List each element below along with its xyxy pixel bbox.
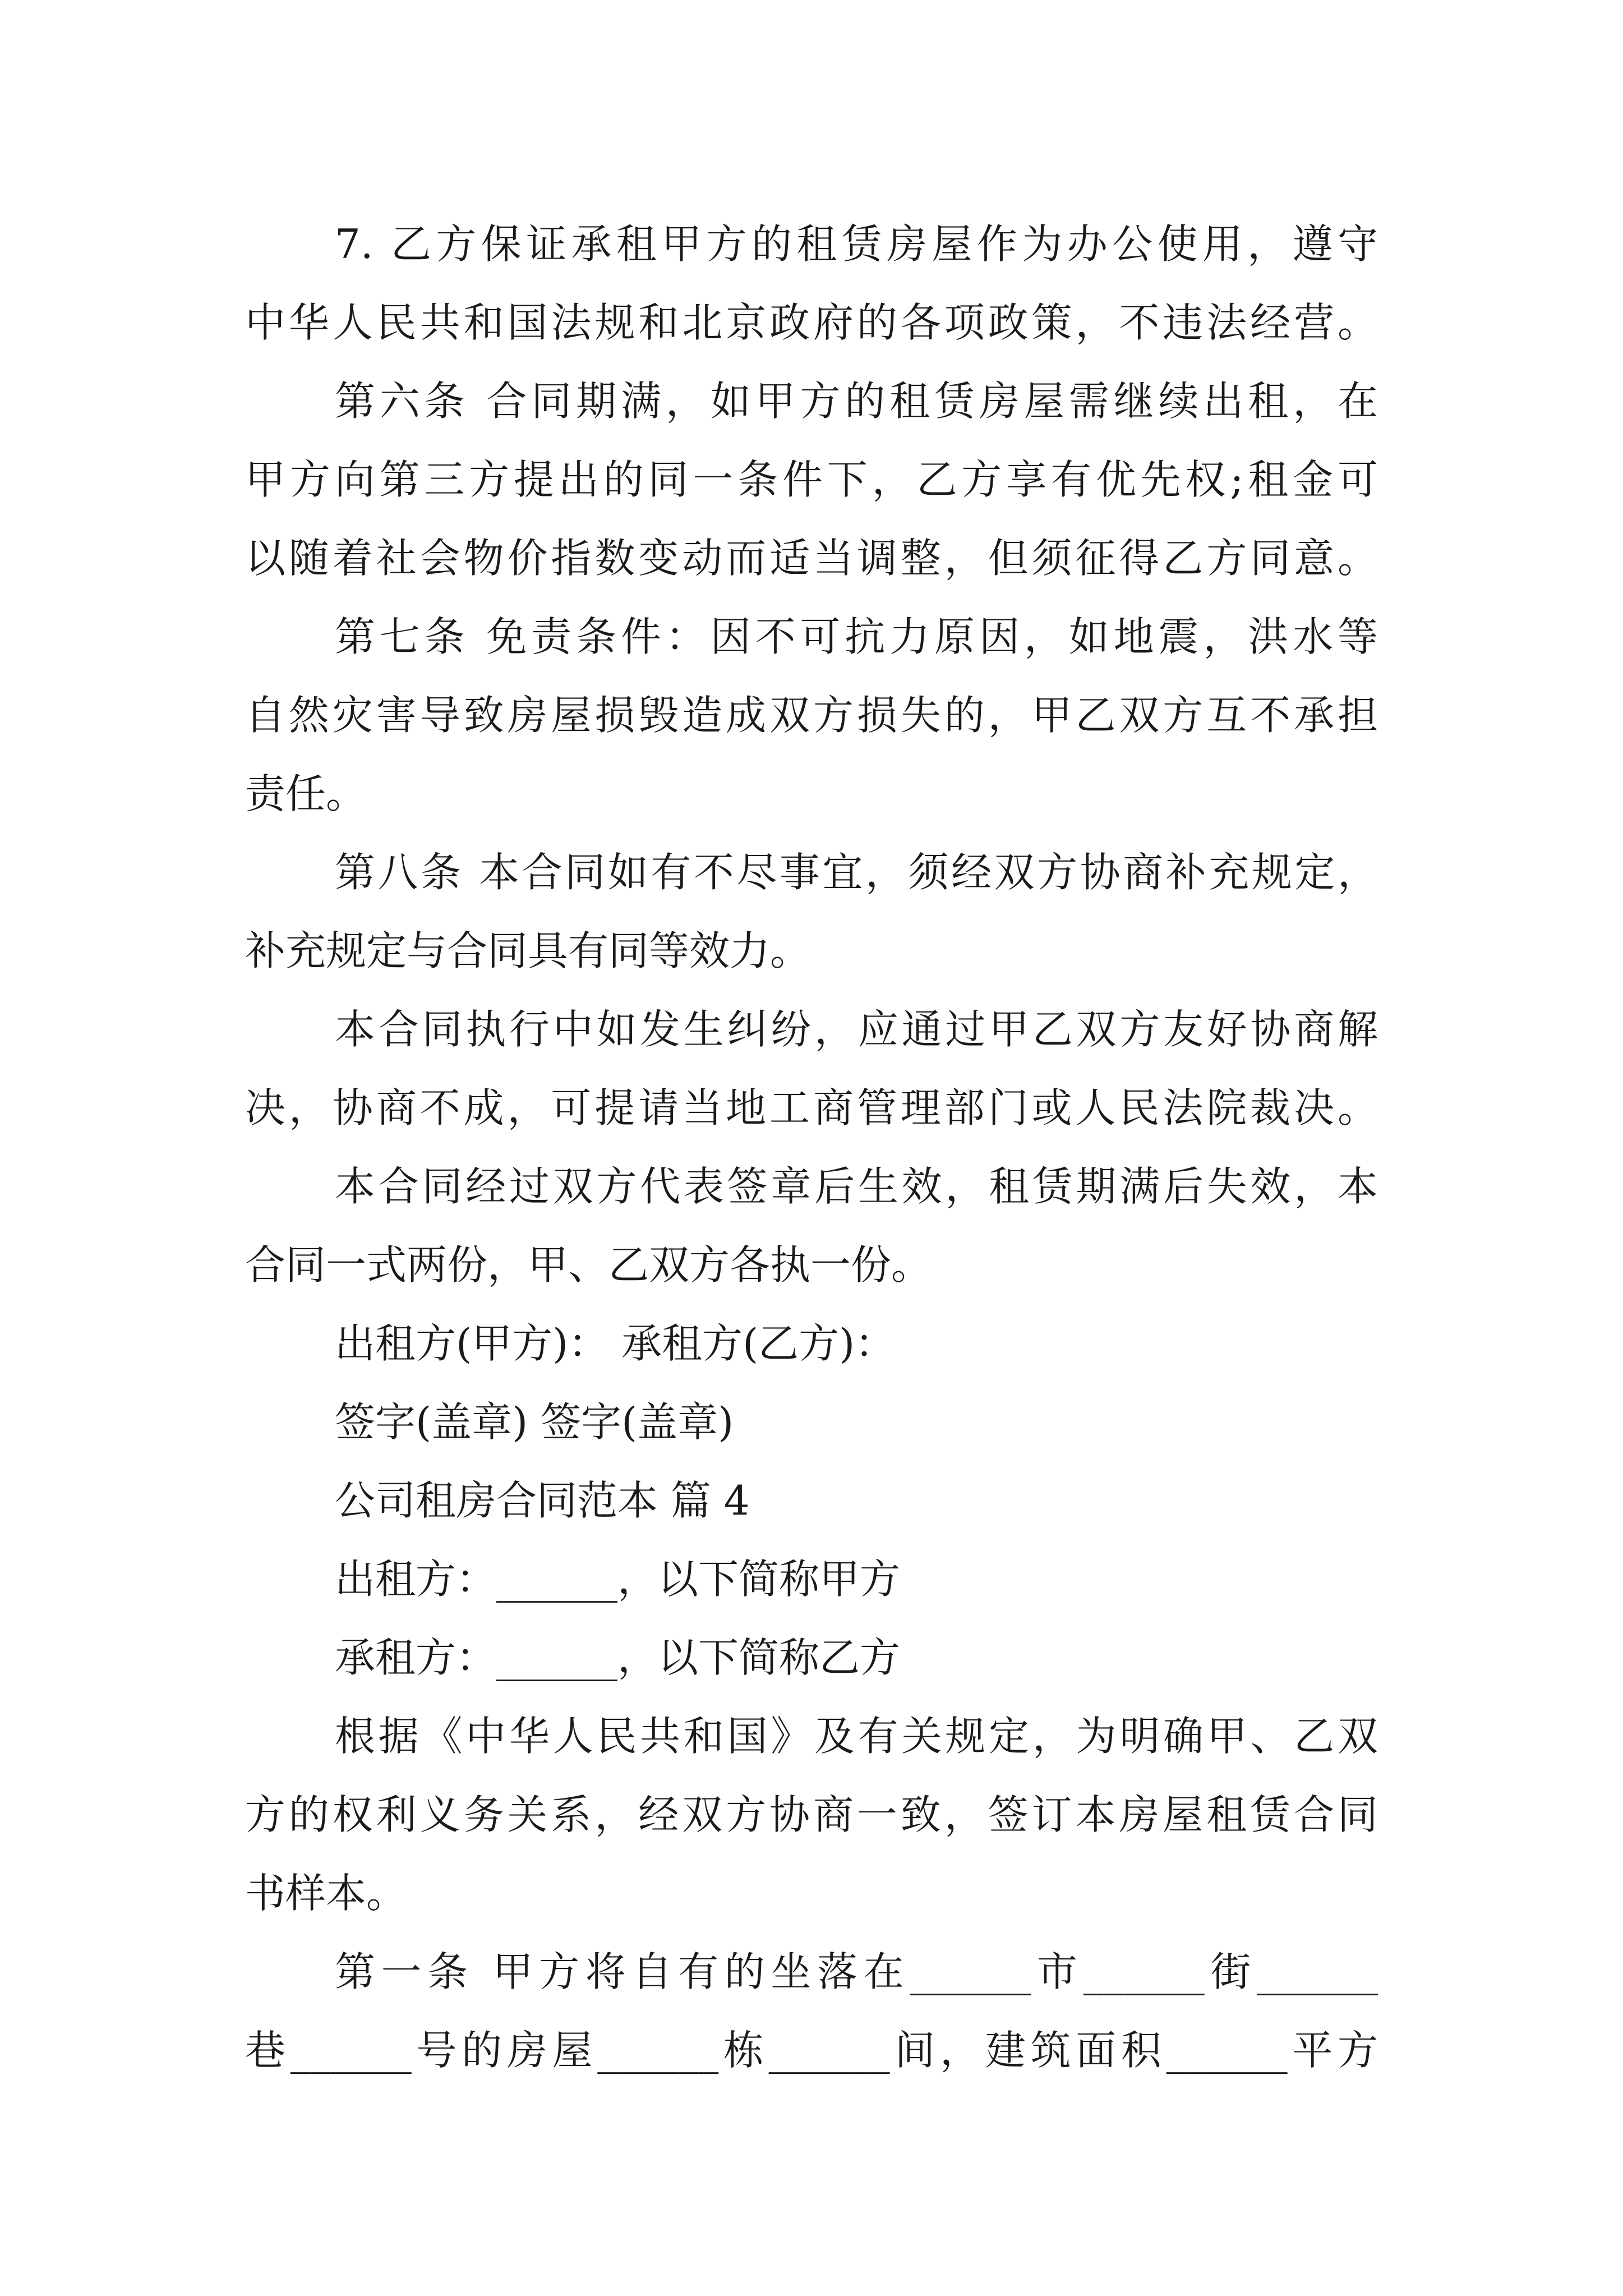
section-heading: 公司租房合同范本 篇 4: [335, 1477, 750, 1524]
text-line: 巷______号的房屋______栋______间，建筑面积______平方: [245, 2027, 1378, 2074]
text-line: 第六条 合同期满，如甲方的租赁房屋需继续出租，在: [335, 378, 1378, 425]
text-line: 甲方向第三方提出的同一条件下，乙方享有优先权;租金可: [245, 456, 1378, 503]
text-line: 补充规定与合同具有同等效力。: [245, 927, 811, 974]
text-line: 出租方(甲方)： 承租方(乙方)：: [335, 1320, 896, 1367]
text-line: 出租方：______，以下简称甲方: [335, 1556, 901, 1603]
text-line: 7. 乙方保证承租甲方的租赁房屋作为办公使用，遵守: [335, 220, 1378, 268]
text-line: 合同一式两份，甲、乙双方各执一份。: [245, 1241, 932, 1289]
text-line: 第一条 甲方将自有的坐落在______市______街______: [335, 1948, 1378, 1995]
text-line: 承租方：______，以下简称乙方: [335, 1634, 901, 1681]
text-line: 决，协商不成，可提请当地工商管理部门或人民法院裁决。: [245, 1084, 1378, 1131]
text-line: 方的权利义务关系，经双方协商一致，签订本房屋租赁合同: [245, 1791, 1378, 1838]
text-line: 第八条 本合同如有不尽事宜，须经双方协商补充规定，: [335, 849, 1378, 896]
text-line: 书样本。: [245, 1870, 407, 1917]
text-line: 中华人民共和国法规和北京政府的各项政策，不违法经营。: [245, 299, 1378, 346]
text-line: 自然灾害导致房屋损毁造成双方损失的，甲乙双方互不承担: [245, 692, 1378, 739]
text-line: 本合同执行中如发生纠纷，应通过甲乙双方友好协商解: [335, 1006, 1378, 1053]
text-line: 签字(盖章) 签字(盖章): [335, 1398, 734, 1446]
text-line: 根据《中华人民共和国》及有关规定，为明确甲、乙双: [335, 1713, 1378, 1760]
text-line: 责任。: [245, 770, 367, 817]
text-line: 第七条 免责条件：因不可抗力原因，如地震，洪水等: [335, 613, 1378, 660]
text-line: 本合同经过双方代表签章后生效，租赁期满后失效，本: [335, 1163, 1378, 1210]
text-line: 以随着社会物价指数变动而适当调整，但须征得乙方同意。: [245, 535, 1378, 582]
